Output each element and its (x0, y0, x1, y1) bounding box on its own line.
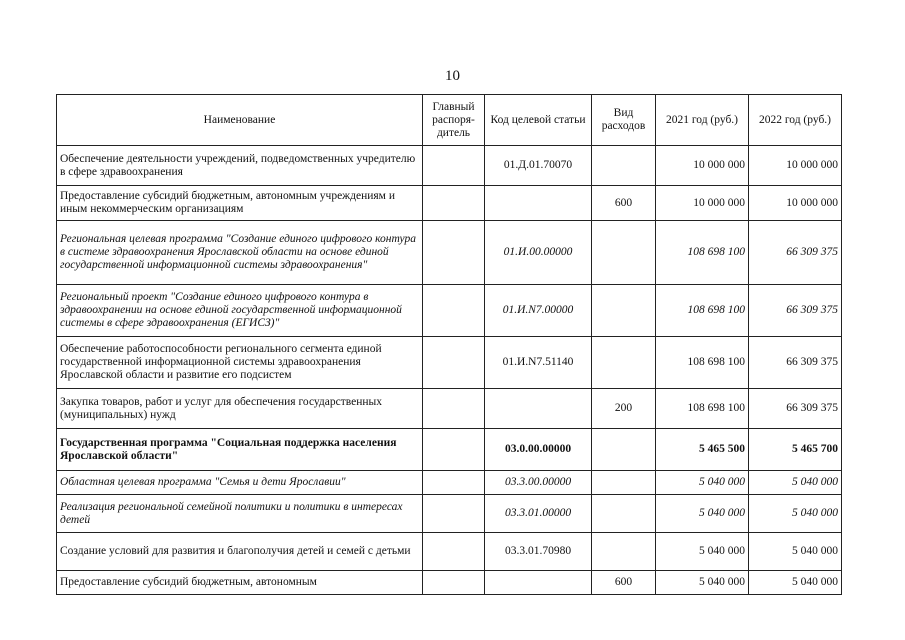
header-2022: 2022 год (руб.) (749, 95, 842, 146)
header-name: Наименование (57, 95, 423, 146)
table-row (57, 221, 842, 285)
row-code-cell: 01.И.N7.51140 (485, 337, 592, 389)
row-2022-cell: 5 040 000 (749, 571, 842, 595)
row-type-cell: 600 (592, 571, 656, 595)
row-2021-cell: 10 000 000 (656, 186, 749, 221)
row-2022-cell: 5 040 000 (749, 533, 842, 571)
row-admin-cell (423, 221, 485, 285)
table-row (57, 186, 842, 221)
row-2022-cell: 10 000 000 (749, 186, 842, 221)
row-2021-cell: 108 698 100 (656, 389, 749, 429)
row-name-cell: Создание условий для развития и благополучия детей и семей с детьми (57, 533, 423, 571)
table-header-row (57, 95, 842, 146)
header-type: Вид расходов (592, 95, 656, 146)
row-code-cell: 03.3.01.00000 (485, 495, 592, 533)
row-admin-cell (423, 389, 485, 429)
row-admin-cell (423, 471, 485, 495)
row-type-cell (592, 429, 656, 471)
row-type-cell (592, 495, 656, 533)
row-admin-cell (423, 429, 485, 471)
row-2022-cell: 5 040 000 (749, 471, 842, 495)
row-name-cell: Региональная целевая программа "Создание единого цифрового контура в системе здравоохранения Ярославской области на основе единой государственной информационной системы здравоохранения" (57, 221, 423, 285)
row-2021-cell: 5 040 000 (656, 571, 749, 595)
row-code-cell: 03.3.00.00000 (485, 471, 592, 495)
table-row (57, 337, 842, 389)
header-code: Код целевой статьи (485, 95, 592, 146)
row-2021-cell: 5 040 000 (656, 495, 749, 533)
row-admin-cell (423, 337, 485, 389)
row-2021-cell: 5 040 000 (656, 533, 749, 571)
row-type-cell (592, 337, 656, 389)
row-type-cell (592, 533, 656, 571)
row-2022-cell: 66 309 375 (749, 221, 842, 285)
row-admin-cell (423, 186, 485, 221)
row-code-cell (485, 571, 592, 595)
row-2022-cell: 5 040 000 (749, 495, 842, 533)
row-name-cell: Предоставление субсидий бюджетным, автономным учреждениям и иным некоммерческим организациям (57, 186, 423, 221)
table-row (57, 429, 842, 471)
row-2022-cell: 66 309 375 (749, 285, 842, 337)
row-name-cell: Государственная программа "Социальная поддержка населения Ярославской области" (57, 429, 423, 471)
row-2021-cell: 5 040 000 (656, 471, 749, 495)
page-number: 10 (445, 68, 460, 84)
row-admin-cell (423, 495, 485, 533)
table-row (57, 571, 842, 595)
row-type-cell: 200 (592, 389, 656, 429)
table-row (57, 495, 842, 533)
table-row (57, 146, 842, 186)
table-row (57, 389, 842, 429)
budget-table (56, 94, 842, 595)
row-name-cell: Обеспечение деятельности учреждений, подведомственных учредителю в сфере здравоохранения (57, 146, 423, 186)
row-admin-cell (423, 571, 485, 595)
row-2022-cell: 66 309 375 (749, 337, 842, 389)
row-2021-cell: 5 465 500 (656, 429, 749, 471)
row-admin-cell (423, 533, 485, 571)
row-2021-cell: 108 698 100 (656, 337, 749, 389)
row-name-cell: Областная целевая программа "Семья и дети Ярославии" (57, 471, 423, 495)
row-type-cell: 600 (592, 186, 656, 221)
row-code-cell (485, 389, 592, 429)
row-admin-cell (423, 285, 485, 337)
row-2021-cell: 108 698 100 (656, 221, 749, 285)
row-2022-cell: 10 000 000 (749, 146, 842, 186)
row-code-cell (485, 186, 592, 221)
table-row (57, 471, 842, 495)
row-name-cell: Закупка товаров, работ и услуг для обеспечения государственных (муниципальных) нужд (57, 389, 423, 429)
row-code-cell: 01.Д.01.70070 (485, 146, 592, 186)
row-code-cell: 01.И.N7.00000 (485, 285, 592, 337)
header-admin: Главный распоря-дитель (423, 95, 485, 146)
row-2021-cell: 108 698 100 (656, 285, 749, 337)
row-name-cell: Предоставление субсидий бюджетным, автономным (57, 571, 423, 595)
row-type-cell (592, 471, 656, 495)
table-row (57, 285, 842, 337)
header-2021: 2021 год (руб.) (656, 95, 749, 146)
row-admin-cell (423, 146, 485, 186)
row-code-cell: 03.3.01.70980 (485, 533, 592, 571)
table-row (57, 533, 842, 571)
row-name-cell: Реализация региональной семейной политики и политики в интересах детей (57, 495, 423, 533)
row-code-cell: 01.И.00.00000 (485, 221, 592, 285)
row-type-cell (592, 285, 656, 337)
row-name-cell: Обеспечение работоспособности регионального сегмента единой государственной информационной системы здравоохранения Ярославской области и развитие его подсистем (57, 337, 423, 389)
row-name-cell: Региональный проект "Создание единого цифрового контура в здравоохранении на основе единой государственной информационной системы в сфере здравоохранения (ЕГИСЗ)" (57, 285, 423, 337)
row-2022-cell: 66 309 375 (749, 389, 842, 429)
row-code-cell: 03.0.00.00000 (485, 429, 592, 471)
row-type-cell (592, 146, 656, 186)
row-2022-cell: 5 465 700 (749, 429, 842, 471)
row-type-cell (592, 221, 656, 285)
row-2021-cell: 10 000 000 (656, 146, 749, 186)
